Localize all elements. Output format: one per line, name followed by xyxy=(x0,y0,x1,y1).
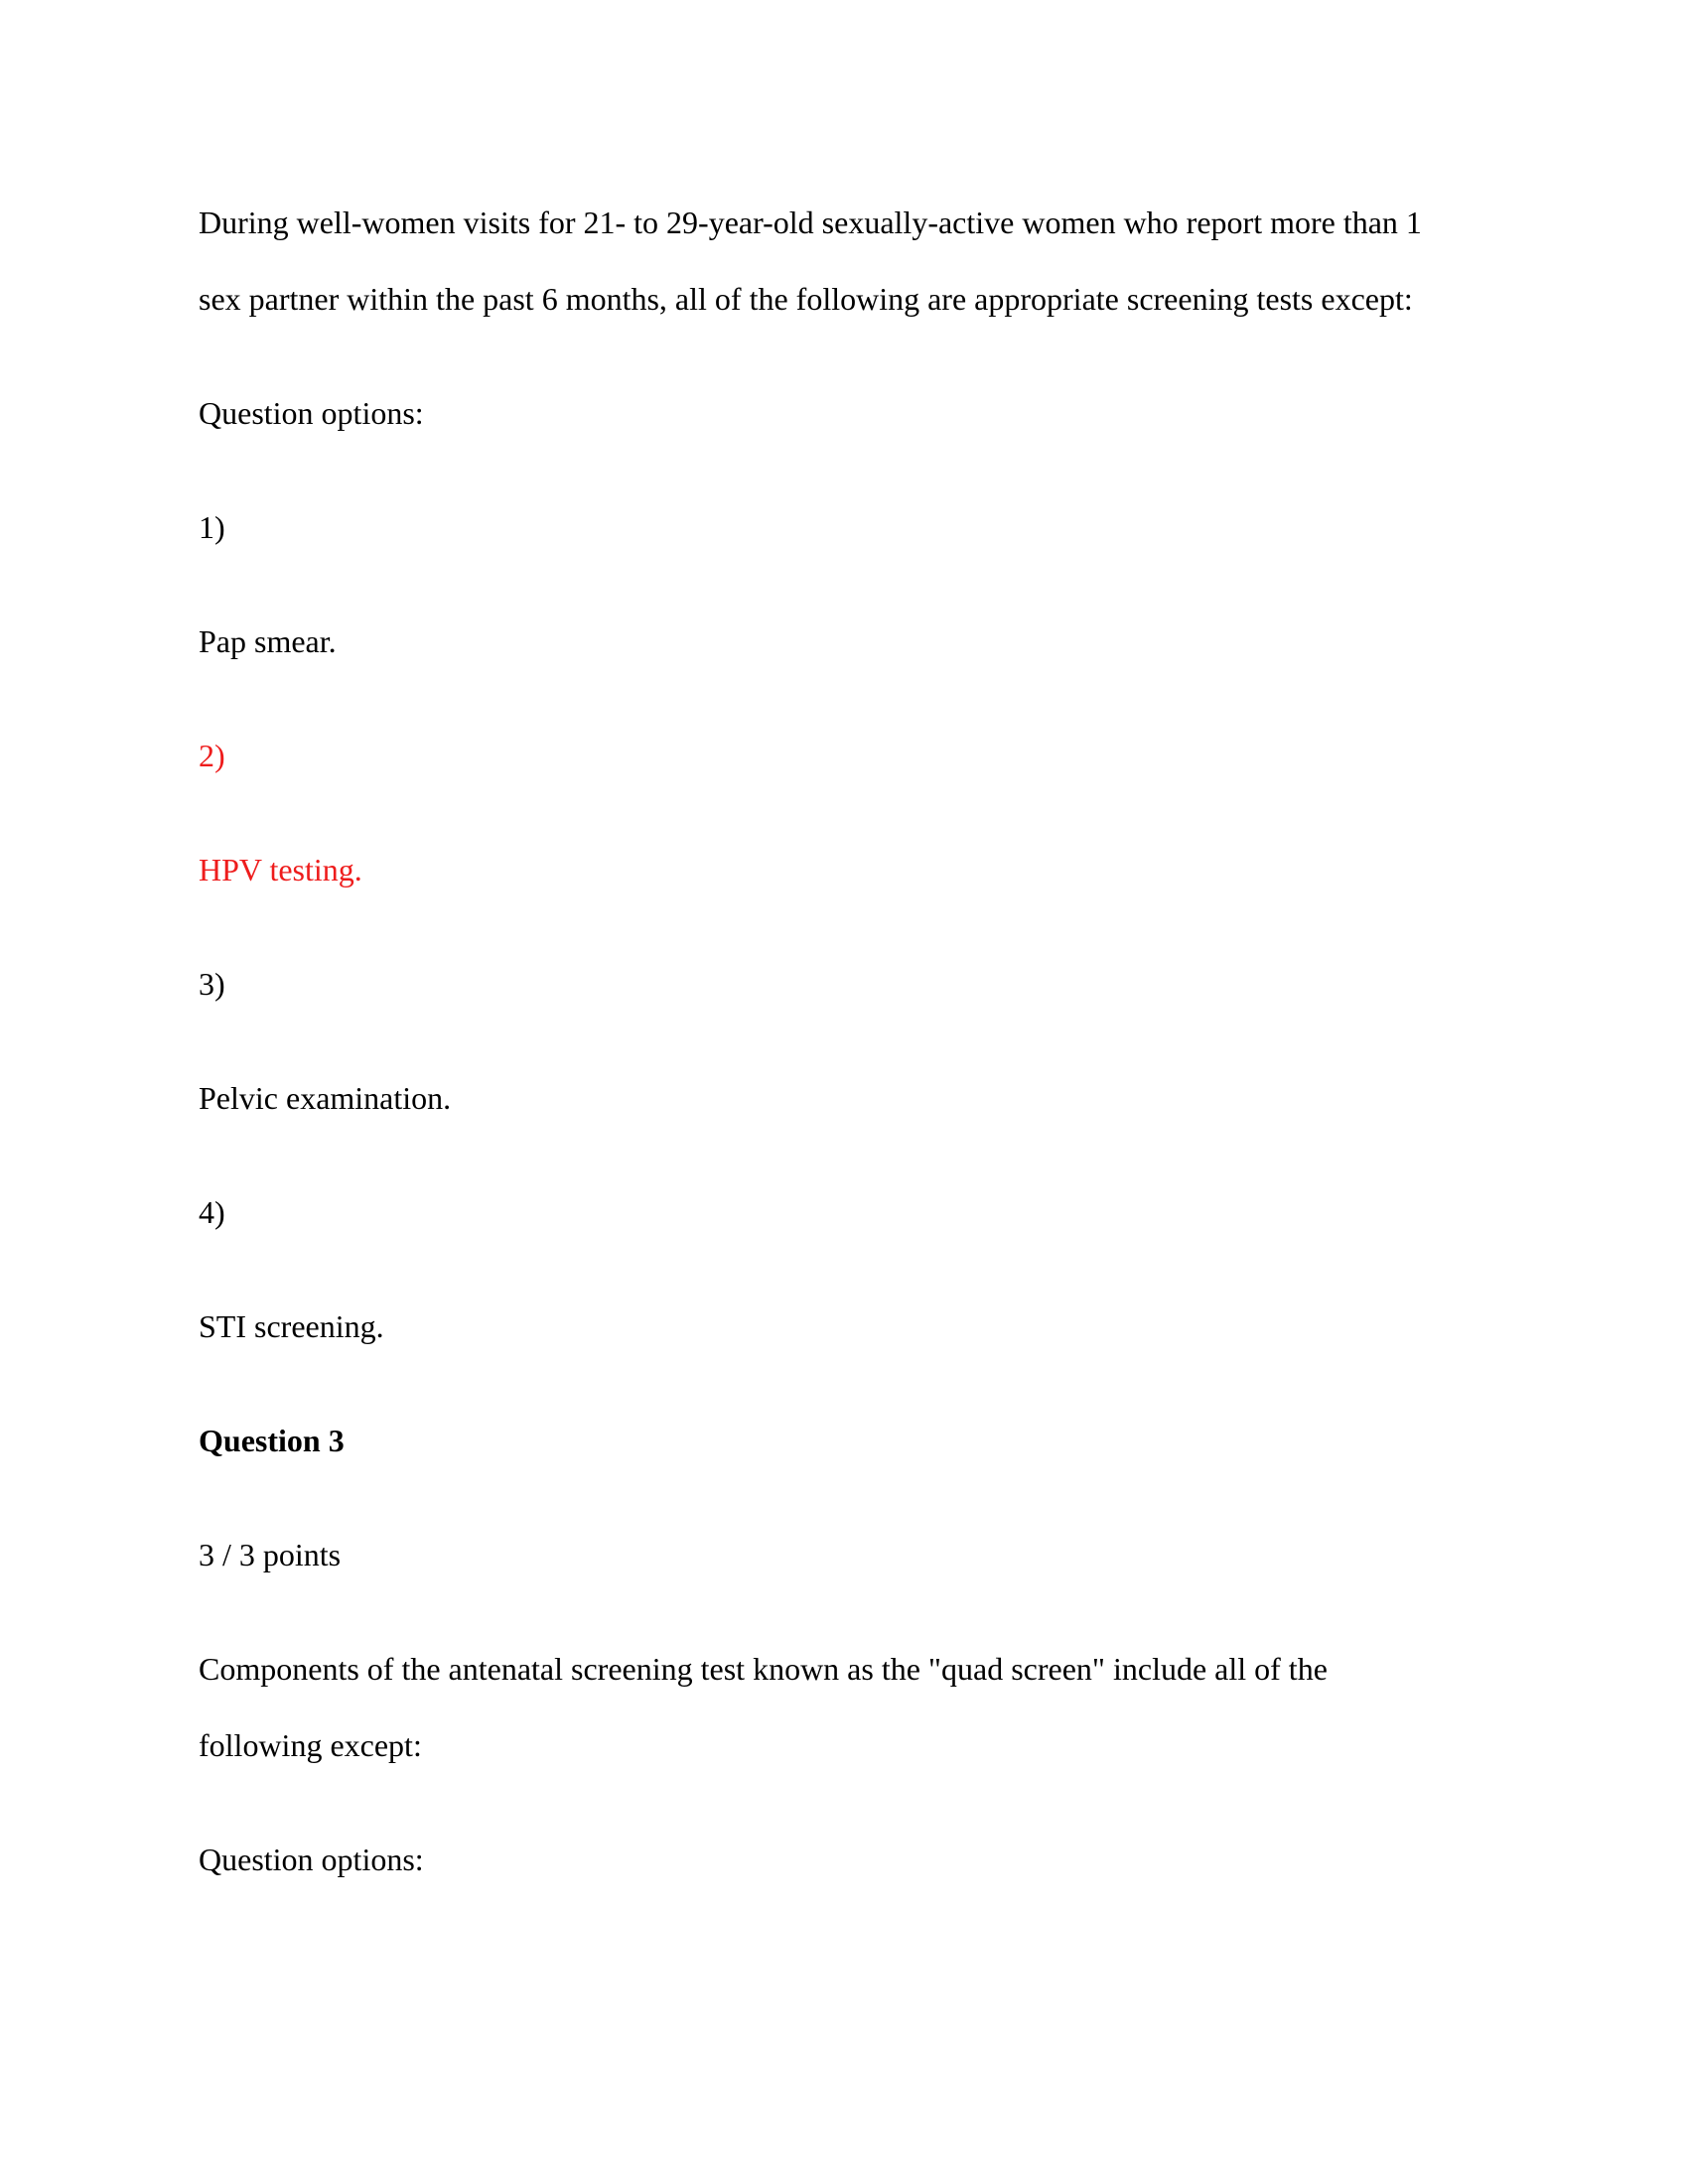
option-text-3: Pelvic examination. xyxy=(199,1080,452,1116)
option-text-2-correct: HPV testing. xyxy=(199,852,362,887)
question-options-label: Question options: xyxy=(199,395,424,431)
question-3-heading: Question 3 xyxy=(199,1423,345,1458)
option-text-1: Pap smear. xyxy=(199,623,337,659)
option-text-4: STI screening. xyxy=(199,1308,384,1344)
question-3-points: 3 / 3 points xyxy=(199,1537,342,1572)
option-number-4: 4) xyxy=(199,1194,225,1230)
document-content xyxy=(199,185,1489,1898)
question-3-prompt-line-2: following except: xyxy=(199,1727,422,1763)
question-3-options-label: Question options: xyxy=(199,1842,424,1877)
question-3-prompt-line-1: Components of the antenatal screening test known as the "quad screen" include all of the xyxy=(199,1651,1328,1687)
option-number-2-correct: 2) xyxy=(199,738,225,773)
option-number-3: 3) xyxy=(199,966,225,1002)
question-prompt-line-1: During well-women visits for 21- to 29-year-old sexually-active women who report more than 1 xyxy=(199,205,1422,240)
option-number-1: 1) xyxy=(199,509,225,545)
question-prompt-line-2: sex partner within the past 6 months, all of the following are appropriate screening tests except: xyxy=(199,281,1413,317)
